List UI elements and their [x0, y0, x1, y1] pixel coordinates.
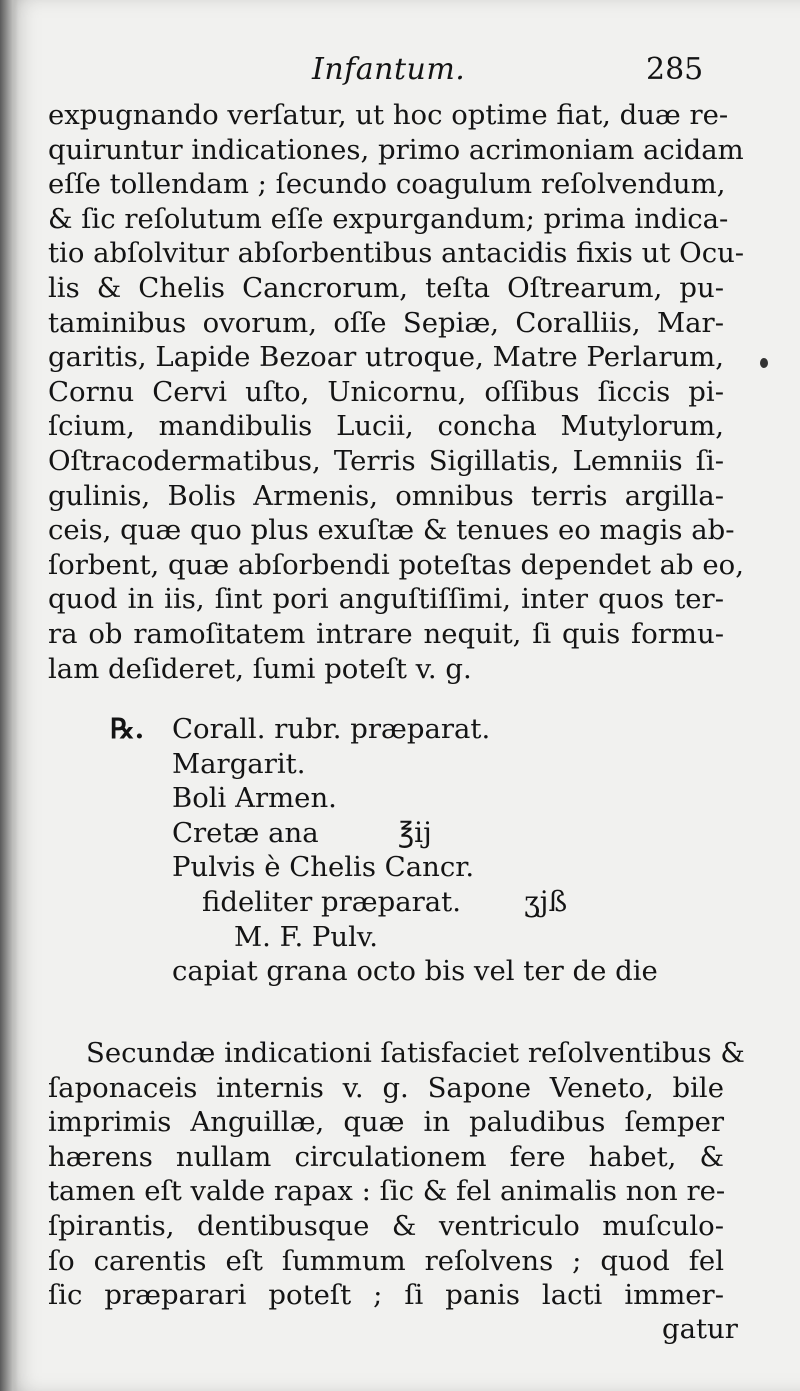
running-head: Infantum.	[312, 52, 466, 87]
text-line: quiruntur indicationes, primo acrimoniam acidam	[48, 133, 744, 166]
text-line: quod in iis, ſint pori anguſtiſſimi, inter quos ter-	[48, 583, 724, 616]
text-line: tio abſolvitur abſorbentibus antacidis fixis ut Ocu-	[48, 237, 745, 270]
text-line: expugnando verſatur, ut hoc optime fiat, duæ re-	[48, 99, 729, 131]
recipe-line	[110, 885, 710, 920]
text-line: lam deſideret, ſumi poteſt v. g.	[48, 652, 472, 685]
text-line: ſic præparari poteſt ; ſi panis lacti immer-	[48, 1279, 724, 1312]
recipe-ingredient: M. F. Pulv.	[234, 920, 378, 953]
text-line: imprimis Anguillæ, quæ in paludibus ſemper	[48, 1106, 724, 1139]
recipe-line	[110, 920, 710, 955]
paragraph-second	[48, 1036, 745, 1313]
recipe-symbol: ℞.	[110, 713, 145, 745]
recipe-ingredient: Pulvis è Chelis Cancr.	[172, 851, 475, 884]
recipe-line	[110, 781, 710, 816]
recipe-line	[110, 954, 710, 989]
recipe-block	[110, 712, 710, 989]
text-line: tamen eſt valde rapax : ſic & fel animalis non re-	[48, 1175, 726, 1208]
text-line: taminibus ovorum, oſſe Sepiæ, Coralliis, Mar-	[48, 306, 724, 339]
text-line: ſaponaceis internis v. g. Sapone Veneto, bile	[48, 1071, 724, 1104]
text-line: eſſe tollendam ; ſecundo coagulum reſolvendum,	[48, 168, 726, 201]
recipe-ingredient: capiat grana octo bis vel ter de die	[172, 955, 658, 988]
recipe-ingredient: Boli Armen.	[172, 782, 337, 815]
recipe-dose: ℥ij	[398, 815, 432, 849]
text-line: ſo carentis eſt ſummum reſolvens ; quod fel	[48, 1244, 724, 1277]
text-line: ſorbent, quæ abſorbendi poteſtas dependet ab eo,	[48, 548, 744, 581]
text-line: garitis, Lapide Bezoar utroque, Matre Perlarum,	[48, 341, 724, 374]
recipe-line	[110, 712, 710, 747]
text-line: gulinis, Bolis Armenis, omnibus terris argilla-	[48, 479, 724, 512]
recipe-dose: ʒjß	[524, 884, 568, 918]
text-line: Cornu Cervi uſto, Unicornu, oſſibus ſiccis pi-	[48, 375, 724, 408]
recipe-ingredient: Cretæ ana	[172, 816, 319, 849]
recipe-ingredient: Corall. rubr. præparat.	[172, 713, 491, 745]
catchword: gatur	[662, 1313, 738, 1345]
page-number: 285	[646, 52, 704, 87]
paragraph-first	[48, 98, 745, 686]
text-line: & ſic reſolutum eſſe expurgandum; prima indica-	[48, 202, 729, 235]
recipe-line	[110, 850, 710, 885]
text-line: ſcium, mandibulis Lucii, concha Mutylorum,	[48, 410, 724, 443]
recipe-line	[110, 747, 710, 782]
text-line: lis & Chelis Cancrorum, teſta Oſtrearum, pu-	[48, 271, 724, 304]
text-line: ſpirantis, dentibusque & ventriculo muſculo-	[48, 1209, 724, 1242]
recipe-ingredient: fideliter præparat.	[202, 885, 461, 918]
ink-speck	[760, 358, 768, 368]
text-line: ceis, quæ quo plus exuſtæ & tenues eo magis ab-	[48, 514, 735, 547]
recipe-ingredient: Margarit.	[172, 747, 306, 780]
text-line: Oſtracodermatibus, Terris Sigillatis, Lemniis ſi-	[48, 444, 724, 477]
text-line: Secundæ indicationi ſatisfaciet reſolventibus &	[86, 1037, 745, 1069]
text-line: ra ob ramoſitatem intrare nequit, ſi quis formu-	[48, 617, 724, 650]
text-line: hærens nullam circulationem fere habet, &	[48, 1140, 724, 1173]
recipe-line	[110, 816, 710, 851]
page-spine-shadow	[0, 0, 18, 1391]
page-header	[0, 48, 800, 98]
